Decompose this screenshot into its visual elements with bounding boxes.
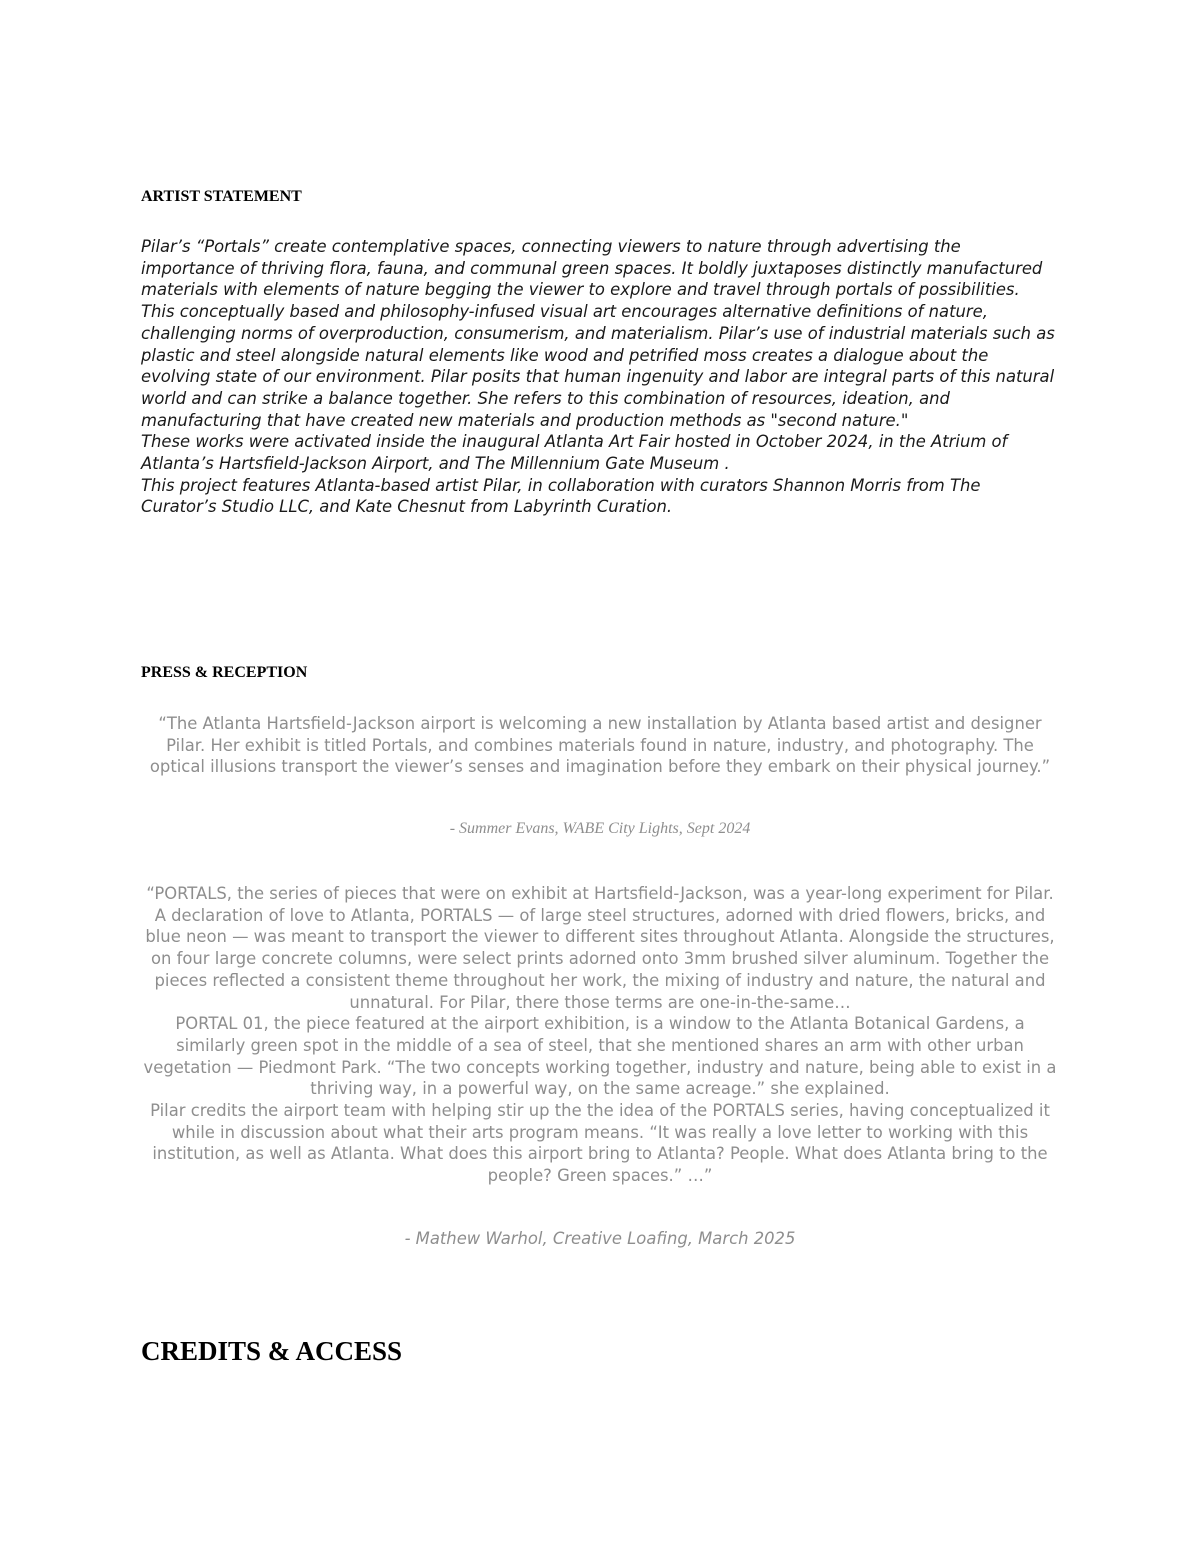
quote-paragraph: PORTAL 01, the piece featured at the airport exhibition, is a window to the Atlanta Botanical Gardens, a similarly green spot in the middle of a sea of steel, that she mentioned shares an arm with other urban vegetation — Piedmont Park. “The two concepts working together, industry and nature, being able to exist in a thriving way, in a powerful way, on the same acreage.” she explained.: [143, 1014, 1057, 1099]
statement-paragraph: This project features Atlanta-based artist Pilar, in collaboration with curators Shannon Morris from The Curator’s Studio LLC, and Kate Chesnut from Labyrinth Curation.: [141, 475, 981, 517]
artist-statement-body: [141, 236, 1059, 518]
press-heading: PRESS & RECEPTION: [141, 664, 308, 681]
press-quote-wabe: [141, 713, 1059, 778]
quote-paragraph: Pilar credits the airport team with helping stir up the the idea of the PORTALS series, having conceptualized it while in discussion about what their arts program means. “It was really a love letter to working with this institution, as well as Atlanta. What does this airport bring to Atlanta? People. What does Atlanta bring to the people? Green spaces.” …”: [150, 1101, 1050, 1186]
statement-paragraph: This conceptually based and philosophy-infused visual art encourages alternative definitions of nature, challenging norms of overproduction, consumerism, and materialism. Pilar’s use of industrial materials such as plastic and steel alongside natural elements like wood and petrified moss creates a dialogue about the evolving state of our environment. Pilar posits that human ingenuity and labor are integral parts of this natural world and can strike a balance together. She refers to this combination of resources, ideation, and manufacturing that have created new materials and production methods as "second nature.": [141, 302, 1055, 430]
press-quote-creative-loafing: [141, 883, 1059, 1187]
quote-text: “The Atlanta Hartsfield-Jackson airport is welcoming a new installation by Atlanta based artist and designer Pilar. Her exhibit is titled Portals, and combines materials found in nature, industry, and photography. The optical illusions transport the viewer’s senses and imagination before they embark on their physical journey.”: [149, 714, 1051, 777]
artist-statement-heading: ARTIST STATEMENT: [141, 188, 302, 205]
quote-paragraph: “PORTALS, the series of pieces that were on exhibit at Hartsfield-Jackson, was a year-long experiment for Pilar. A declaration of love to Atlanta, PORTALS — of large steel structures, adorned with dried flowers, bricks, and blue neon — was meant to transport the viewer to different sites throughout Atlanta. Alongside the structures, on four large concrete columns, were select prints adorned onto 3mm brushed silver aluminum. Together the pieces reflected a consistent theme throughout her work, the mixing of industry and nature, the natural and unnatural. For Pilar, there those terms are one-in-the-same…: [145, 884, 1055, 1012]
statement-paragraph: These works were activated inside the inaugural Atlanta Art Fair hosted in October 2024, in the Atrium of Atlanta’s Hartsfield-Jackson Airport, and The Millennium Gate Museum .: [141, 432, 1008, 474]
quote-attribution-wabe: - Summer Evans, WABE City Lights, Sept 2024: [449, 820, 751, 837]
credits-heading: CREDITS & ACCESS: [141, 1336, 403, 1366]
statement-paragraph: Pilar’s “Portals” create contemplative spaces, connecting viewers to nature through advertising the importance of thriving flora, fauna, and communal green spaces. It boldly juxtaposes distinctly manufactured materials with elements of nature begging the viewer to explore and travel through portals of possibilities.: [141, 237, 1043, 300]
quote-attribution-creative-loafing: - Mathew Warhol, Creative Loafing, March 2025: [404, 1229, 796, 1248]
